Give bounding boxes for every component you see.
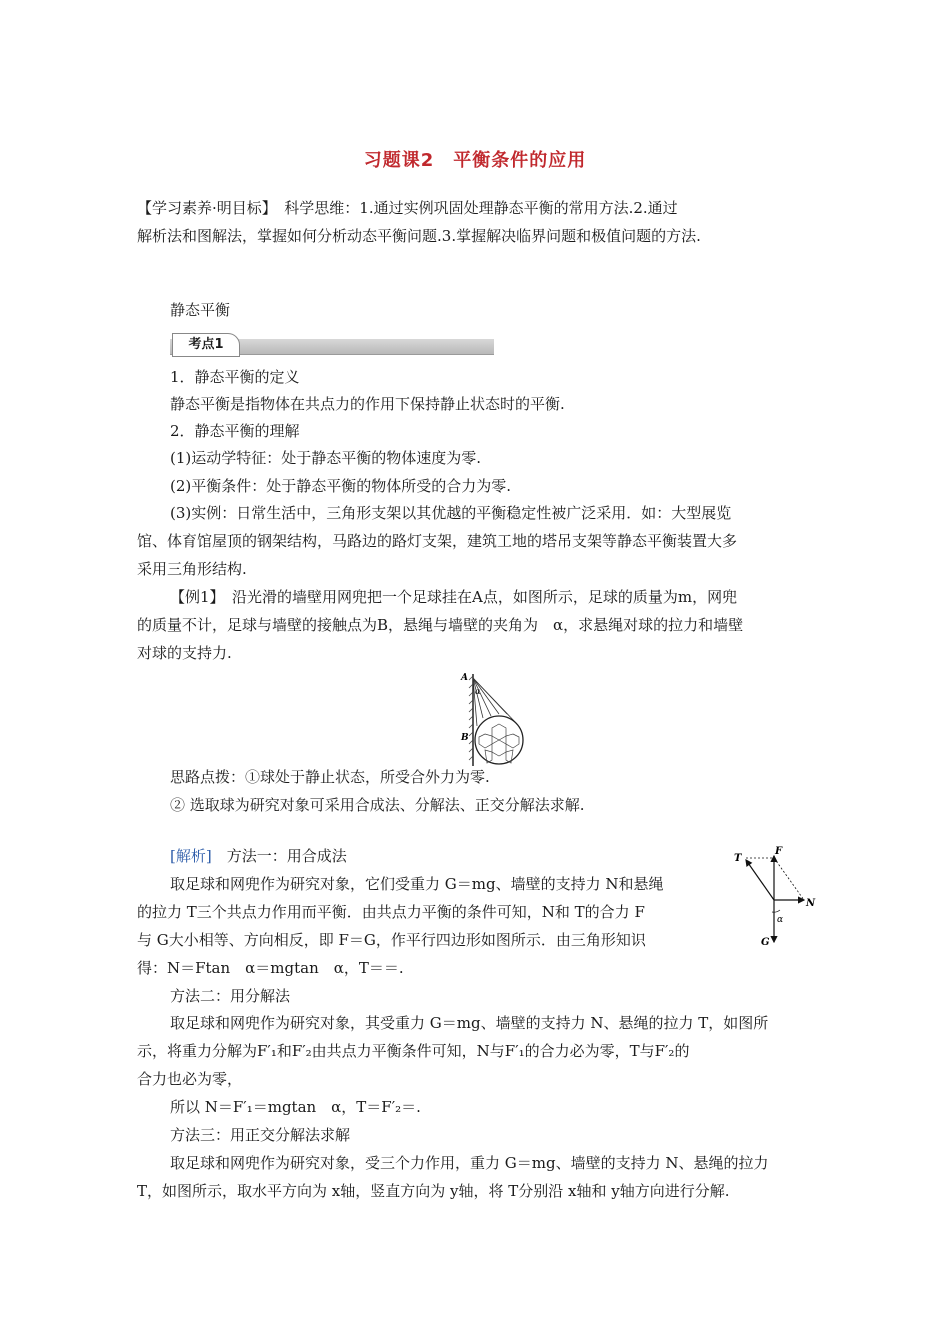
label-N: N — [806, 898, 816, 909]
solution-tag: [解析] — [170, 847, 212, 865]
m3-line-2: T，如图所示，取水平方向为 x轴，竖直方向为 y轴，将 T分别沿 x轴和 y轴方向进行分解. — [137, 1182, 730, 1200]
section-heading: 静态平衡 — [170, 301, 231, 319]
m1-line-3: 与 G大小相等、方向相反，即 F＝G，作平行四边形如图所示．由三角形知识 — [137, 931, 646, 949]
example-line-3: 对球的支持力. — [137, 644, 232, 662]
method3-title: 方法三：用正交分解法求解 — [170, 1126, 351, 1144]
figure-ball-on-wall — [455, 668, 535, 770]
example-line-1: 【例1】 沿光滑的墙壁用网兜把一个足球挂在A点，如图所示，足球的质量为m，网兜 — [170, 588, 738, 606]
method1-title: 方法一：用合成法 — [211, 847, 347, 865]
method2-title: 方法二：用分解法 — [170, 987, 291, 1005]
label-T: T — [734, 853, 742, 864]
m2-line-4: 所以 N＝F′₁＝mgtan α，T＝F′₂＝. — [170, 1098, 421, 1116]
solution-method1-title — [170, 846, 347, 866]
body-line-3: 2．静态平衡的理解 — [170, 422, 300, 440]
label-F: F — [775, 846, 783, 857]
intro-line-1: 【学习素养·明目标】 科学思维：1.通过实例巩固处理静态平衡的常用方法.2.通过 — [137, 199, 678, 217]
body-line-4: (1)运动学特征：处于静态平衡的物体速度为零. — [170, 449, 482, 467]
m2-line-2: 示，将重力分解为F′₁和F′₂由共点力平衡条件可知，N与F′₁的合力必为零，T与F′₂的 — [137, 1042, 690, 1060]
body-line-5: (2)平衡条件：处于静态平衡的物体所受的合力为零. — [170, 477, 512, 495]
m2-line-1: 取足球和网兜作为研究对象，其受重力 G＝mg、墙壁的支持力 N、悬绳的拉力 T，如图所 — [170, 1014, 769, 1032]
label-alpha-2: α — [777, 915, 784, 925]
body-line-7: 馆、体育馆屋顶的钢架结构，马路边的路灯支架，建筑工地的塔吊支架等静态平衡装置大多 — [137, 532, 738, 550]
hint-line-2: ② 选取球为研究对象可采用合成法、分解法、正交分解法求解. — [170, 796, 585, 814]
m2-line-3: 合力也必为零， — [137, 1070, 243, 1088]
label-A: A — [461, 673, 468, 683]
body-line-1: 1．静态平衡的定义 — [170, 368, 300, 386]
page-title: 习题课2 平衡条件的应用 — [363, 150, 587, 171]
label-B: B — [461, 733, 469, 743]
m3-line-1: 取足球和网兜作为研究对象，受三个力作用，重力 G＝mg、墙壁的支持力 N、悬绳的拉力 — [170, 1154, 769, 1172]
intro-line-2: 解析法和图解法，掌握如何分析动态平衡问题.3.掌握解决临界问题和极值问题的方法. — [137, 227, 701, 245]
label-alpha-1: α — [475, 687, 481, 696]
figure-force-diagram — [728, 844, 824, 950]
label-G: G — [761, 937, 770, 948]
body-line-2: 静态平衡是指物体在共点力的作用下保持静止状态时的平衡. — [170, 395, 565, 413]
m1-line-4: 得：N＝Ftan α＝mgtan α，T＝＝. — [137, 959, 404, 977]
body-line-8: 采用三角形结构. — [137, 560, 247, 578]
example-line-2: 的质量不计，足球与墙壁的接触点为B，悬绳与墙壁的夹角为 α，求悬绳对球的拉力和墙壁 — [137, 616, 744, 634]
hint-line-1: 思路点拨：①球处于静止状态，所受合外力为零. — [170, 768, 490, 786]
m1-line-2: 的拉力 T三个共点力作用而平衡．由共点力平衡的条件可知，N和 T的合力 F — [137, 903, 645, 921]
kaodian-tab: 考点1 — [172, 333, 240, 357]
body-line-6: (3)实例：日常生活中，三角形支架以其优越的平衡稳定性被广泛采用．如：大型展览 — [170, 504, 732, 522]
m1-line-1: 取足球和网兜作为研究对象，它们受重力 G＝mg、墙壁的支持力 N和悬绳 — [170, 875, 664, 893]
